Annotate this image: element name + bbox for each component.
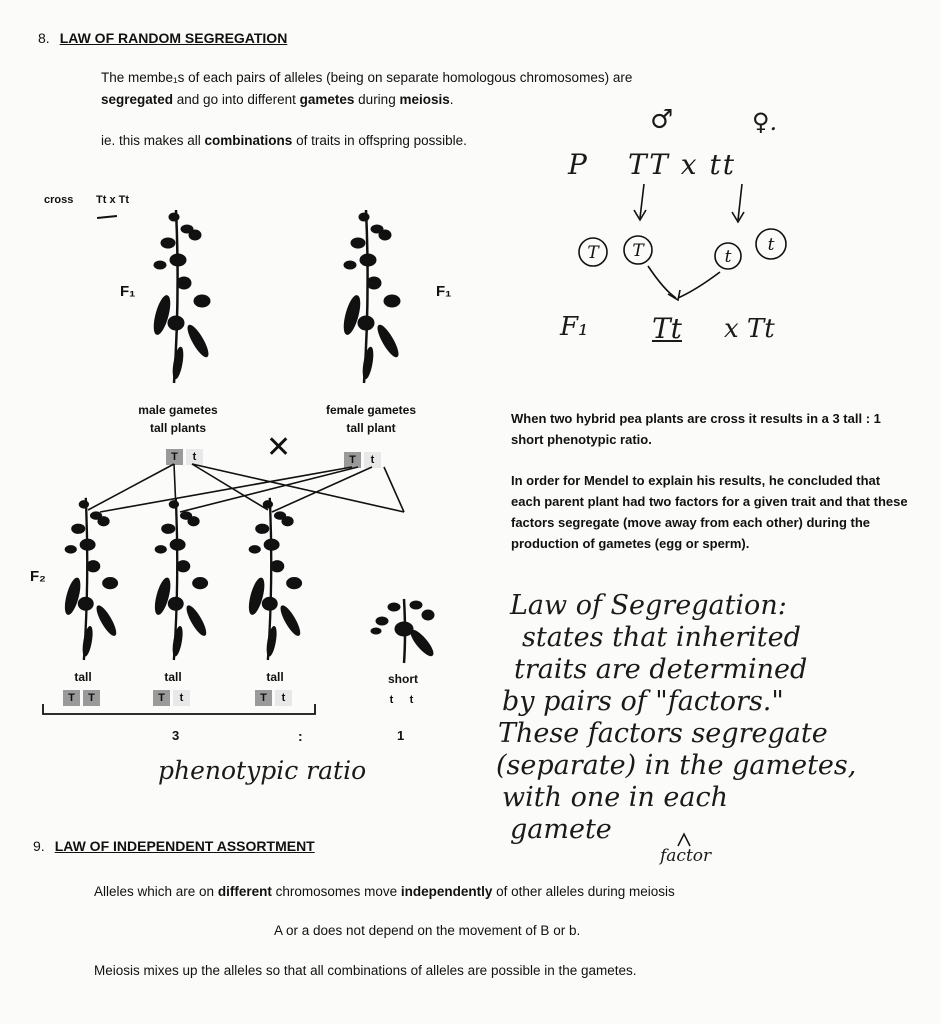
section-title: LAW OF RANDOM SEGREGATION xyxy=(59,30,288,46)
bold-term: meiosis xyxy=(399,92,450,107)
allele-box: t xyxy=(409,694,414,706)
cross-label: cross xyxy=(44,194,74,206)
section-9-line-2: A or a does not depend on the movement of B or b. xyxy=(274,923,581,938)
allele-box: t xyxy=(364,452,381,468)
label-line: tall plants xyxy=(149,421,206,435)
allele-box: T xyxy=(63,690,80,706)
note-line: Law of Segregation: xyxy=(510,590,787,621)
bold-term: gametes xyxy=(299,92,355,107)
f1-left-label: F₁ xyxy=(120,283,136,300)
bold-term: different xyxy=(217,884,272,899)
phenotype-label: tall xyxy=(74,670,92,684)
female-symbol: ♀. xyxy=(752,108,778,136)
note-line: gamete xyxy=(510,814,612,845)
phenotype-label: short xyxy=(388,672,418,686)
allele-box: T xyxy=(83,690,100,706)
phenotypic-ratio-note: phenotypic ratio xyxy=(158,756,367,785)
f1-right-label: F₁ xyxy=(436,283,452,300)
note-line: states that inherited xyxy=(522,622,801,653)
note-line: traits are determined xyxy=(514,654,808,685)
male-symbol: ♂ xyxy=(650,105,674,135)
offspring-4 xyxy=(378,672,428,708)
note-line: These factors segregate xyxy=(498,718,828,749)
section-9-heading xyxy=(33,838,315,854)
cross-genotype: Tt x Tt xyxy=(96,194,129,206)
note-line: by pairs of "factors." xyxy=(502,686,784,717)
allele-box: T xyxy=(166,449,183,465)
label-line: tall plant xyxy=(346,421,396,435)
allele-box: t xyxy=(186,449,203,465)
section-9-line-1 xyxy=(94,884,675,899)
text-span: chromosomes move xyxy=(271,884,401,899)
offspring-1 xyxy=(58,670,108,706)
offspring-3 xyxy=(250,670,300,706)
note-line: (separate) in the gametes, xyxy=(496,750,857,781)
section-8-line-1: The membe₁s of each pairs of alleles (being on separate homologous chromosomes) are xyxy=(101,70,633,85)
f1-cross-b: x Tt xyxy=(724,314,775,344)
allele-box: t xyxy=(275,690,292,706)
cross-symbol: ✕ xyxy=(266,430,292,465)
text-span: during xyxy=(354,92,400,107)
genotype xyxy=(378,692,428,708)
section-title: LAW OF INDEPENDENT ASSORTMENT xyxy=(54,838,315,854)
section-number: 9. xyxy=(33,838,45,854)
f1-cross-a: Tt xyxy=(652,312,682,345)
text-span: ie. this makes all xyxy=(101,133,205,148)
p-label: P xyxy=(568,148,587,181)
insert-caret xyxy=(676,832,692,848)
f2-tall-plant xyxy=(142,490,217,665)
bold-term: combinations xyxy=(204,133,293,148)
ratio-tall: 3 xyxy=(172,728,180,743)
ratio-short: 1 xyxy=(397,728,405,743)
allele-box: T xyxy=(153,690,170,706)
p-cross: TT x tt xyxy=(628,148,736,181)
gamete-letter: t xyxy=(767,235,775,255)
allele-box: t xyxy=(173,690,190,706)
section-9-line-3: Meiosis mixes up the alleles so that all combinations of alleles are possible in the gametes. xyxy=(94,963,637,978)
explanation-para-2: In order for Mendel to explain his results, he concluded that each parent plant had two factors for a given trait and that these factors segregate (move away from each other) during the production of gametes (egg or sperm). xyxy=(511,473,908,551)
bold-term: segregated xyxy=(101,92,174,107)
phenotype-label: tall xyxy=(266,670,284,684)
allele-box: t xyxy=(389,694,394,706)
gamete-letter: T xyxy=(632,241,644,261)
bold-term: independently xyxy=(400,884,493,899)
text-span: and go into different xyxy=(173,92,300,107)
f2-label: F₂ xyxy=(30,568,46,585)
gamete-letter: T xyxy=(587,243,599,263)
text-span: . xyxy=(449,92,454,107)
explanation-para-1: When two hybrid pea plants are cross it results in a 3 tall : 1 short phenotypic ratio. xyxy=(511,411,881,447)
label-line: female gametes xyxy=(325,403,417,417)
offspring-2 xyxy=(148,670,198,706)
allele-box: T xyxy=(344,452,361,468)
phenotype-label: tall xyxy=(164,670,182,684)
f2-tall-plant xyxy=(236,490,311,665)
label-line: male gametes xyxy=(138,403,218,417)
handwritten-insert: factor xyxy=(660,846,712,866)
handwritten-definition xyxy=(496,590,857,846)
text-span: of traits in offspring possible. xyxy=(292,133,467,148)
note-line: with one in each xyxy=(502,782,728,813)
allele-box: T xyxy=(255,690,272,706)
ratio-colon: : xyxy=(298,728,303,744)
f2-short-plant xyxy=(364,595,444,665)
tall-bracket xyxy=(40,702,320,722)
text-span: of other alleles during meiosis xyxy=(492,884,675,899)
f2-tall-plant xyxy=(52,490,127,665)
gamete-letter: t xyxy=(724,247,732,267)
text-span: Alleles which are on xyxy=(94,884,218,899)
section-number: 8. xyxy=(38,30,50,46)
f1-label: F₁ xyxy=(560,312,589,342)
